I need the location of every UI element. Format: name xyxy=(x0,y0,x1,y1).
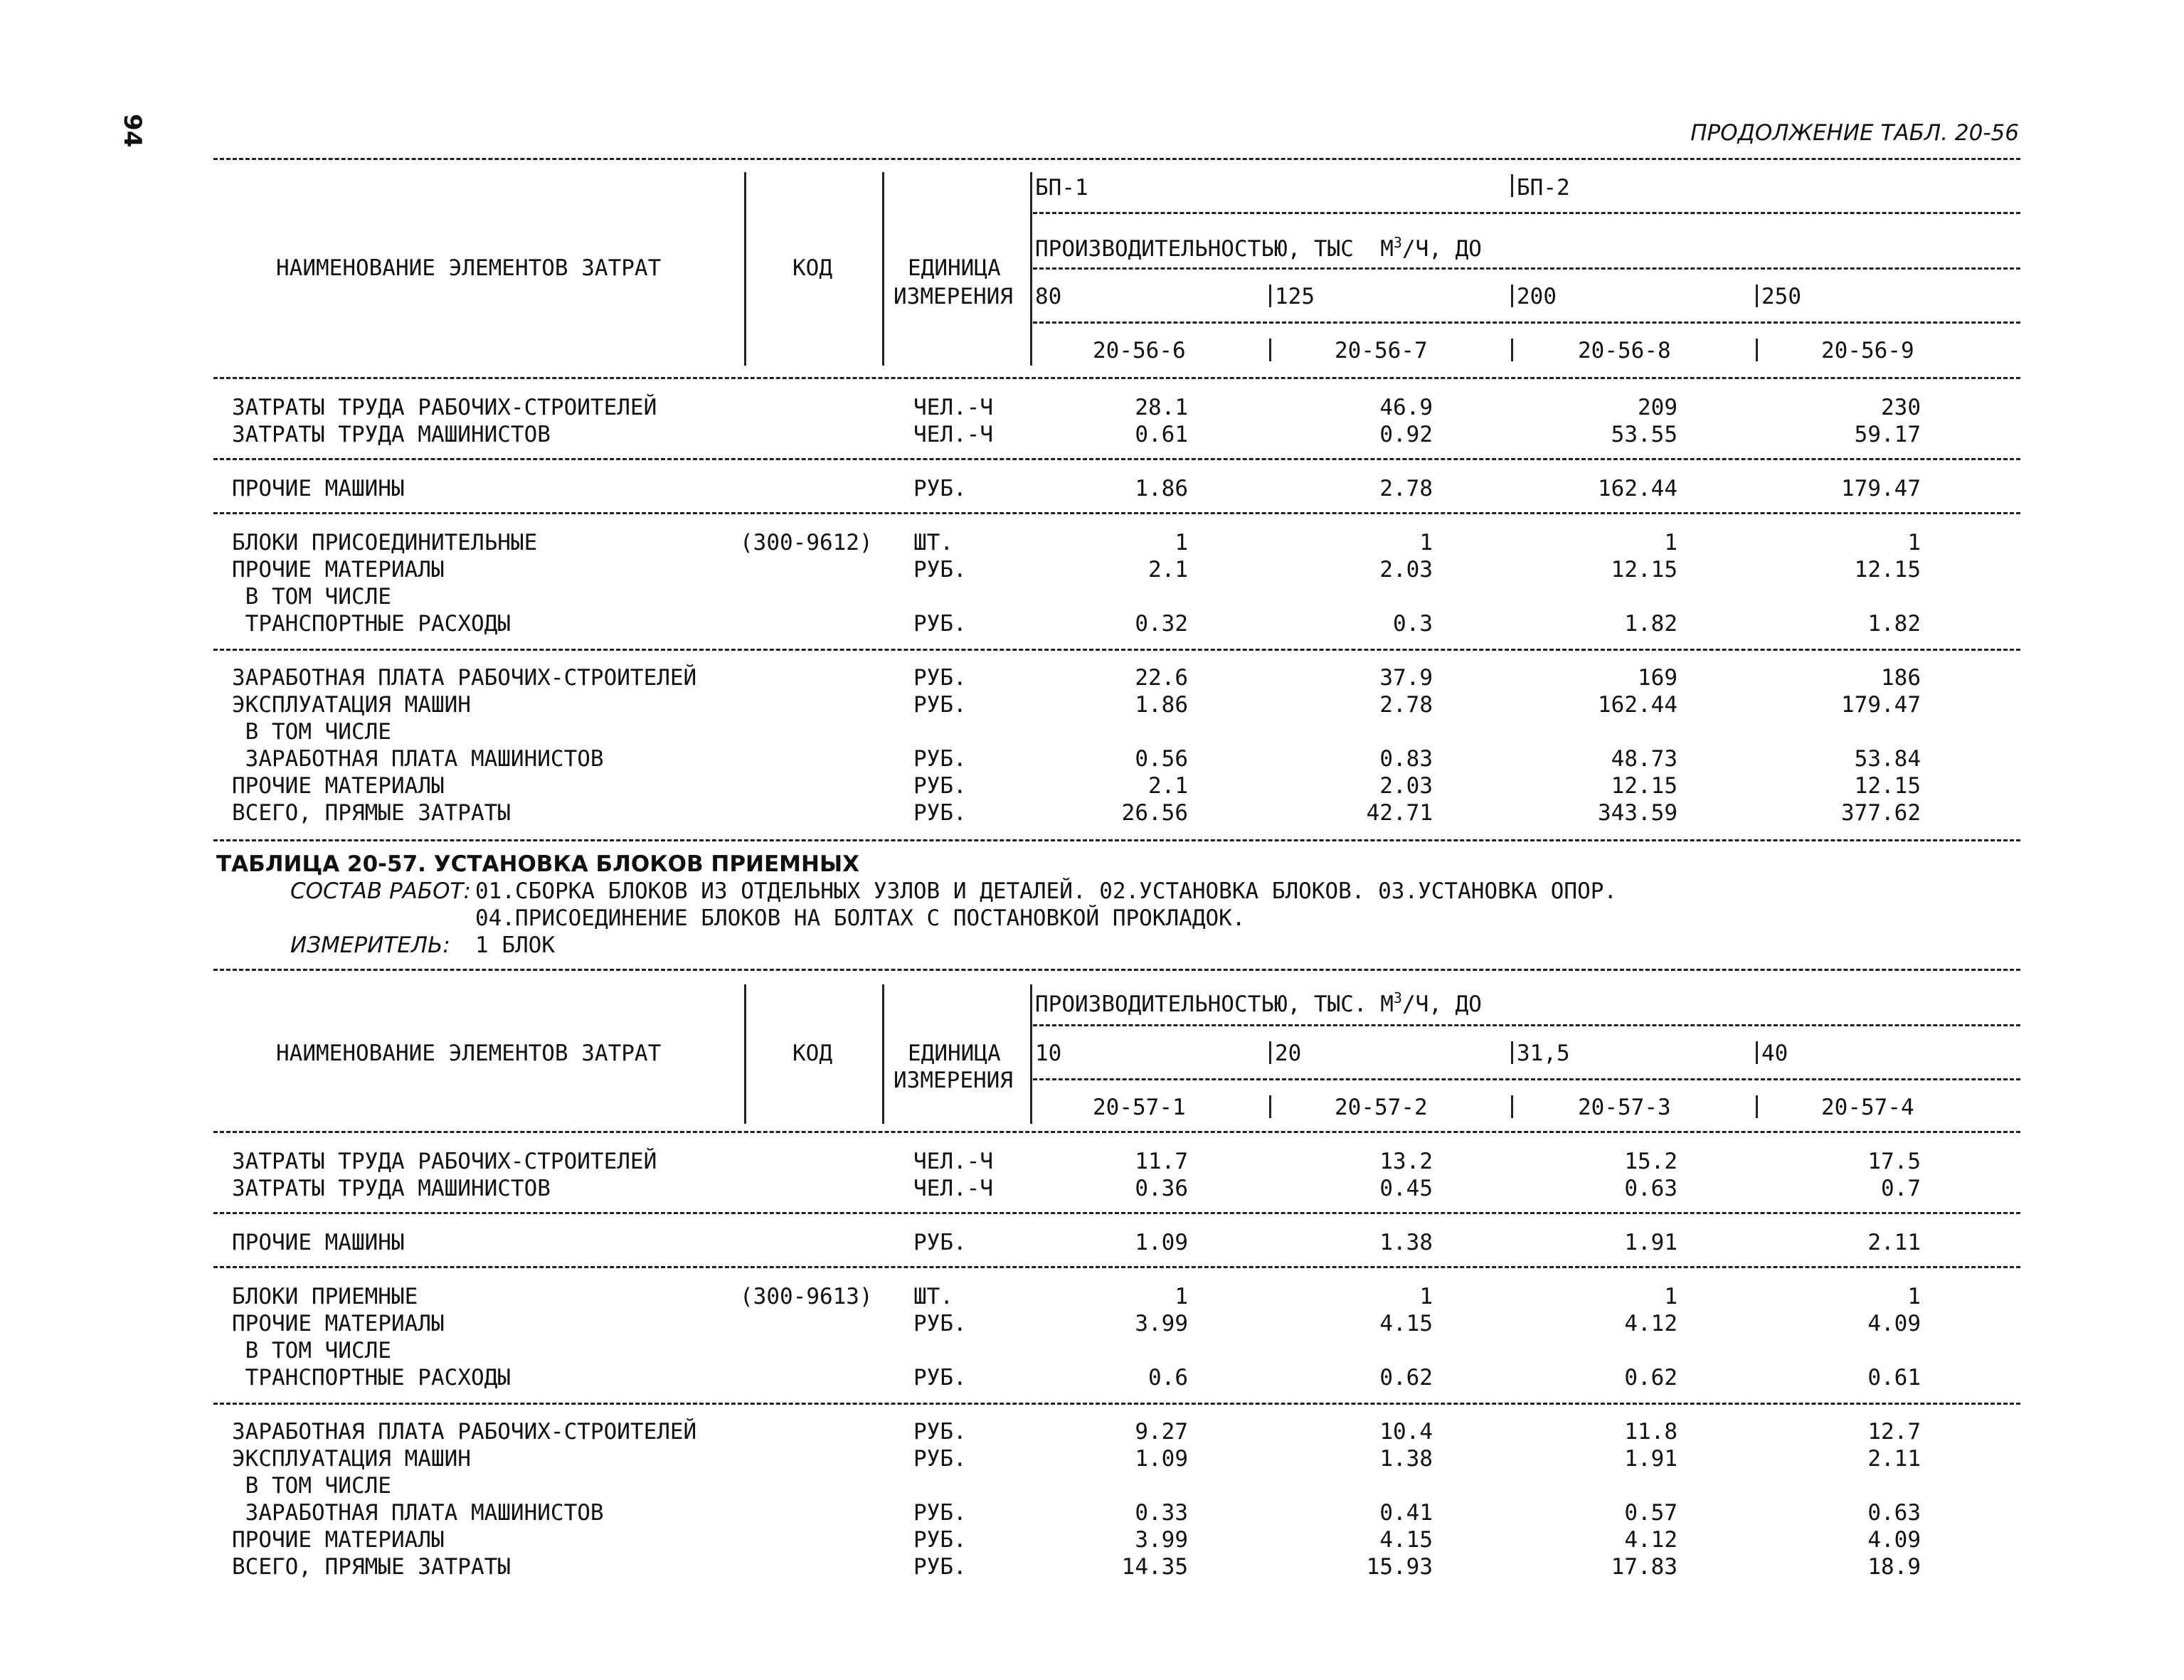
row-resource-code: (300-9612) xyxy=(740,530,873,555)
row-value: 12.15 xyxy=(1611,557,1677,583)
row-value: 186 xyxy=(1881,665,1921,691)
row-name: В ТОМ ЧИСЛЕ xyxy=(232,719,391,745)
row-value: 1 xyxy=(1419,530,1433,555)
section-rule xyxy=(213,512,2020,514)
row-value: 1 xyxy=(1907,530,1921,555)
row-value: 0.45 xyxy=(1379,1176,1433,1201)
row-value: 26.56 xyxy=(1121,800,1188,826)
row-value: 42.71 xyxy=(1366,800,1433,826)
name-column-header: НАИМЕНОВАНИЕ ЭЛЕМЕНТОВ ЗАТРАТ xyxy=(276,1041,662,1066)
row-value: 0.62 xyxy=(1379,1365,1433,1391)
row-value: 1 xyxy=(1907,1284,1921,1309)
row-name: ПРОЧИЕ МАТЕРИАЛЫ xyxy=(232,1311,445,1336)
row-name: В ТОМ ЧИСЛЕ xyxy=(232,584,391,610)
row-value: 1.91 xyxy=(1624,1230,1677,1255)
row-value: 3.99 xyxy=(1135,1527,1188,1553)
row-value: 1.38 xyxy=(1379,1446,1433,1472)
row-unit: ЧЕЛ.-Ч xyxy=(913,422,993,447)
row-value: 209 xyxy=(1638,395,1677,420)
row-value: 2.03 xyxy=(1379,557,1433,583)
row-value: 4.15 xyxy=(1379,1311,1433,1336)
row-unit: РУБ. xyxy=(913,557,967,583)
row-value: 28.1 xyxy=(1135,395,1188,420)
capacity-value: 80 xyxy=(1035,284,1062,309)
row-name: В ТОМ ЧИСЛЕ xyxy=(232,1338,391,1363)
table-1-bottom-rule xyxy=(213,839,2020,841)
col-separator xyxy=(1269,1095,1271,1118)
row-value: 1.86 xyxy=(1135,476,1188,501)
row-value: 46.9 xyxy=(1379,395,1433,420)
row-value: 11.8 xyxy=(1624,1419,1677,1445)
row-value: 4.09 xyxy=(1867,1527,1921,1553)
row-unit: РУБ. xyxy=(913,1365,967,1391)
col-separator xyxy=(1511,1041,1513,1064)
section-rule xyxy=(213,1266,2020,1268)
col-separator xyxy=(1511,339,1513,361)
col-separator xyxy=(882,172,884,366)
capacity-label: ПРОИЗВОДИТЕЛЬНОСТЬЮ, ТЫС $М^3/Ч$, ДО xyxy=(1035,234,1482,262)
row-unit: ЧЕЛ.-Ч xyxy=(913,395,993,420)
capacity-value: 250 xyxy=(1761,284,1801,309)
row-unit: РУБ. xyxy=(913,1554,967,1580)
col-separator xyxy=(1030,172,1032,366)
col-separator xyxy=(744,984,746,1124)
group-2-label: БП-2 xyxy=(1517,175,1570,201)
work-composition-label: СОСТАВ РАБОТ: xyxy=(290,878,471,904)
header-rule xyxy=(1033,1024,2020,1026)
row-resource-code: (300-9613) xyxy=(740,1284,873,1309)
row-name: ТРАНСПОРТНЫЕ РАСХОДЫ xyxy=(232,611,511,637)
row-unit: ШТ. xyxy=(913,1284,953,1309)
row-value: 0.92 xyxy=(1379,422,1433,447)
row-value: 1.82 xyxy=(1624,611,1677,637)
row-value: 0.61 xyxy=(1135,422,1188,447)
row-value: 2.1 xyxy=(1148,773,1188,799)
work-composition-line-1: 01.СБОРКА БЛОКОВ ИЗ ОТДЕЛЬНЫХ УЗЛОВ И ДЕТАЛЕЙ. 02.УСТАНОВКА БЛОКОВ. 03.УСТАНОВКА ОПОР. xyxy=(475,878,1618,904)
col-separator xyxy=(1756,285,1758,307)
row-value: 22.6 xyxy=(1135,665,1188,691)
col-separator xyxy=(1756,339,1758,361)
row-value: 1 xyxy=(1419,1284,1433,1309)
row-value: 4.12 xyxy=(1624,1527,1677,1553)
row-value: 13.2 xyxy=(1379,1149,1433,1174)
col-separator xyxy=(882,984,884,1124)
row-value: 2.1 xyxy=(1148,557,1188,583)
unit-column-header: ЕДИНИЦА xyxy=(908,1041,1001,1066)
row-value: 12.7 xyxy=(1867,1419,1921,1445)
row-name: БЛОКИ ПРИСОЕДИНИТЕЛЬНЫЕ xyxy=(232,530,538,555)
norm-code: 20-57-2 xyxy=(1335,1095,1428,1120)
row-unit: РУБ. xyxy=(913,746,967,772)
row-name: ПРОЧИЕ МАТЕРИАЛЫ xyxy=(232,1527,445,1553)
capacity-value: 10 xyxy=(1035,1041,1062,1066)
row-value: 377.62 xyxy=(1841,800,1921,826)
row-value: 230 xyxy=(1881,395,1921,420)
capacity-value: 20 xyxy=(1275,1041,1302,1066)
row-unit: ЧЕЛ.-Ч xyxy=(913,1176,993,1201)
meter-label: ИЗМЕРИТЕЛЬ: xyxy=(290,932,450,958)
norm-code: 20-56-6 xyxy=(1093,338,1186,363)
row-name: ЗАТРАТЫ ТРУДА МАШИНИСТОВ xyxy=(232,422,551,447)
row-unit: РУБ. xyxy=(913,611,967,637)
row-unit: РУБ. xyxy=(913,692,967,718)
row-name: ПРОЧИЕ МАТЕРИАЛЫ xyxy=(232,557,445,583)
col-separator xyxy=(1269,285,1271,307)
group-1-label: БП-1 xyxy=(1035,175,1088,201)
row-value: 10.4 xyxy=(1379,1419,1433,1445)
norm-code: 20-56-9 xyxy=(1821,338,1914,363)
row-value: 1.82 xyxy=(1867,611,1921,637)
row-value: 2.78 xyxy=(1379,692,1433,718)
row-value: 37.9 xyxy=(1379,665,1433,691)
table-1-top-rule xyxy=(213,158,2020,160)
header-bottom-rule xyxy=(213,1131,2020,1133)
norm-code: 20-57-3 xyxy=(1578,1095,1671,1120)
code-column-header: КОД xyxy=(793,255,832,281)
row-value: 0.62 xyxy=(1624,1365,1677,1391)
row-value: 2.11 xyxy=(1867,1230,1921,1255)
row-value: 2.03 xyxy=(1379,773,1433,799)
row-value: 2.78 xyxy=(1379,476,1433,501)
col-separator xyxy=(1511,285,1513,307)
row-value: 0.61 xyxy=(1867,1365,1921,1391)
row-value: 18.9 xyxy=(1867,1554,1921,1580)
header-rule xyxy=(1033,1078,2020,1080)
row-value: 4.09 xyxy=(1867,1311,1921,1336)
norm-code: 20-56-8 xyxy=(1578,338,1671,363)
section-rule xyxy=(213,1403,2020,1405)
row-name: ЭКСПЛУАТАЦИЯ МАШИН xyxy=(232,692,471,718)
row-value: 1 xyxy=(1664,1284,1677,1309)
row-name: ЗАТРАТЫ ТРУДА МАШИНИСТОВ xyxy=(232,1176,551,1201)
row-value: 179.47 xyxy=(1841,692,1921,718)
unit-column-header: ЕДИНИЦА xyxy=(908,255,1001,281)
row-name: ПРОЧИЕ МАТЕРИАЛЫ xyxy=(232,773,445,799)
header-rule xyxy=(1033,267,2020,270)
row-value: 0.33 xyxy=(1135,1500,1188,1526)
row-unit: РУБ. xyxy=(913,800,967,826)
row-unit: РУБ. xyxy=(913,773,967,799)
row-value: 0.41 xyxy=(1379,1500,1433,1526)
row-name: ПРОЧИЕ МАШИНЫ xyxy=(232,1230,405,1255)
row-value: 0.3 xyxy=(1393,611,1433,637)
row-name: В ТОМ ЧИСЛЕ xyxy=(232,1473,391,1499)
row-value: 15.2 xyxy=(1624,1149,1677,1174)
row-value: 0.56 xyxy=(1135,746,1188,772)
col-separator xyxy=(1756,1041,1758,1064)
row-name: ЭКСПЛУАТАЦИЯ МАШИН xyxy=(232,1446,471,1472)
row-unit: РУБ. xyxy=(913,476,967,501)
row-value: 12.15 xyxy=(1854,773,1921,799)
row-value: 53.55 xyxy=(1611,422,1677,447)
section-rule xyxy=(213,649,2020,651)
row-unit: РУБ. xyxy=(913,1527,967,1553)
header-rule xyxy=(1033,212,2020,214)
row-value: 48.73 xyxy=(1611,746,1677,772)
norm-code: 20-57-1 xyxy=(1093,1095,1186,1120)
row-value: 1 xyxy=(1664,530,1677,555)
row-unit: ШТ. xyxy=(913,530,953,555)
row-name: ПРОЧИЕ МАШИНЫ xyxy=(232,476,405,501)
header-bottom-rule xyxy=(213,377,2020,379)
row-value: 15.93 xyxy=(1366,1554,1433,1580)
row-unit: РУБ. xyxy=(913,1446,967,1472)
section-rule xyxy=(213,458,2020,460)
row-value: 11.7 xyxy=(1135,1149,1188,1174)
row-name: ЗАРАБОТНАЯ ПЛАТА МАШИНИСТОВ xyxy=(232,1500,604,1526)
row-value: 12.15 xyxy=(1611,773,1677,799)
row-value: 0.7 xyxy=(1881,1176,1921,1201)
row-value: 1.38 xyxy=(1379,1230,1433,1255)
col-separator xyxy=(1511,1095,1513,1118)
name-column-header: НАИМЕНОВАНИЕ ЭЛЕМЕНТОВ ЗАТРАТ xyxy=(276,255,662,281)
row-value: 2.11 xyxy=(1867,1446,1921,1472)
row-unit: РУБ. xyxy=(913,1419,967,1445)
code-column-header: КОД xyxy=(793,1041,832,1066)
row-value: 1.09 xyxy=(1135,1230,1188,1255)
row-value: 0.36 xyxy=(1135,1176,1188,1201)
row-name: БЛОКИ ПРИЕМНЫЕ xyxy=(232,1284,418,1309)
row-name: ВСЕГО, ПРЯМЫЕ ЗАТРАТЫ xyxy=(232,800,511,826)
row-value: 1 xyxy=(1175,1284,1188,1309)
table-2-top-rule xyxy=(213,969,2020,971)
row-value: 1.91 xyxy=(1624,1446,1677,1472)
row-value: 343.59 xyxy=(1598,800,1677,826)
row-unit: РУБ. xyxy=(913,1230,967,1255)
row-value: 53.84 xyxy=(1854,746,1921,772)
row-value: 179.47 xyxy=(1841,476,1921,501)
row-value: 0.63 xyxy=(1867,1500,1921,1526)
norm-code: 20-57-4 xyxy=(1821,1095,1914,1120)
row-unit: РУБ. xyxy=(913,1311,967,1336)
col-separator xyxy=(1756,1095,1758,1118)
row-name: ВСЕГО, ПРЯМЫЕ ЗАТРАТЫ xyxy=(232,1554,511,1580)
row-value: 59.17 xyxy=(1854,422,1921,447)
section-rule xyxy=(213,1212,2020,1214)
row-value: 4.12 xyxy=(1624,1311,1677,1336)
capacity-value: 200 xyxy=(1517,284,1557,309)
work-composition-line-2: 04.ПРИСОЕДИНЕНИЕ БЛОКОВ НА БОЛТАХ С ПОСТАНОВКОЙ ПРОКЛАДОК. xyxy=(475,905,1246,931)
row-value: 17.83 xyxy=(1611,1554,1677,1580)
row-value: 1.86 xyxy=(1135,692,1188,718)
row-name: ЗАТРАТЫ ТРУДА РАБОЧИХ-СТРОИТЕЛЕЙ xyxy=(232,395,657,420)
col-separator xyxy=(1269,1041,1271,1064)
row-unit: ЧЕЛ.-Ч xyxy=(913,1149,993,1174)
row-value: 9.27 xyxy=(1135,1419,1188,1445)
norm-code: 20-56-7 xyxy=(1335,338,1428,363)
row-value: 169 xyxy=(1638,665,1677,691)
meter-value: 1 БЛОК xyxy=(475,932,555,958)
row-name: ТРАНСПОРТНЫЕ РАСХОДЫ xyxy=(232,1365,511,1391)
col-separator xyxy=(1030,984,1032,1124)
row-value: 12.15 xyxy=(1854,557,1921,583)
capacity-value: 31,5 xyxy=(1517,1041,1570,1066)
row-value: 0.32 xyxy=(1135,611,1188,637)
row-value: 1 xyxy=(1175,530,1188,555)
row-name: ЗАРАБОТНАЯ ПЛАТА МАШИНИСТОВ xyxy=(232,746,604,772)
row-value: 0.83 xyxy=(1379,746,1433,772)
row-value: 0.57 xyxy=(1624,1500,1677,1526)
row-name: ЗАРАБОТНАЯ ПЛАТА РАБОЧИХ-СТРОИТЕЛЕЙ xyxy=(232,665,697,691)
header-rule xyxy=(1033,321,2020,324)
row-value: 1.09 xyxy=(1135,1446,1188,1472)
row-name: ЗАТРАТЫ ТРУДА РАБОЧИХ-СТРОИТЕЛЕЙ xyxy=(232,1149,657,1174)
row-value: 4.15 xyxy=(1379,1527,1433,1553)
row-value: 14.35 xyxy=(1121,1554,1188,1580)
col-separator xyxy=(744,172,746,366)
col-separator xyxy=(1269,339,1271,361)
row-unit: РУБ. xyxy=(913,665,967,691)
row-value: 0.63 xyxy=(1624,1176,1677,1201)
page-number: 94 xyxy=(118,114,147,148)
row-unit: РУБ. xyxy=(913,1500,967,1526)
unit-column-header-2: ИЗМЕРЕНИЯ xyxy=(894,1068,1013,1093)
row-value: 0.6 xyxy=(1148,1365,1188,1391)
row-value: 17.5 xyxy=(1867,1149,1921,1174)
unit-column-header-2: ИЗМЕРЕНИЯ xyxy=(894,284,1013,309)
continuation-title: ПРОДОЛЖЕНИЕ ТАБЛ. 20-56 xyxy=(1690,120,2019,146)
capacity-value: 40 xyxy=(1761,1041,1788,1066)
capacity-value: 125 xyxy=(1275,284,1315,309)
row-value: 162.44 xyxy=(1598,476,1677,501)
table-2-title: ТАБЛИЦА 20-57. УСТАНОВКА БЛОКОВ ПРИЕМНЫХ xyxy=(216,851,859,877)
col-separator xyxy=(1511,174,1513,197)
row-value: 162.44 xyxy=(1598,692,1677,718)
row-value: 3.99 xyxy=(1135,1311,1188,1336)
row-name: ЗАРАБОТНАЯ ПЛАТА РАБОЧИХ-СТРОИТЕЛЕЙ xyxy=(232,1419,697,1445)
capacity-label: ПРОИЗВОДИТЕЛЬНОСТЬЮ, ТЫС. $М^3/Ч$, ДО xyxy=(1035,989,1482,1017)
